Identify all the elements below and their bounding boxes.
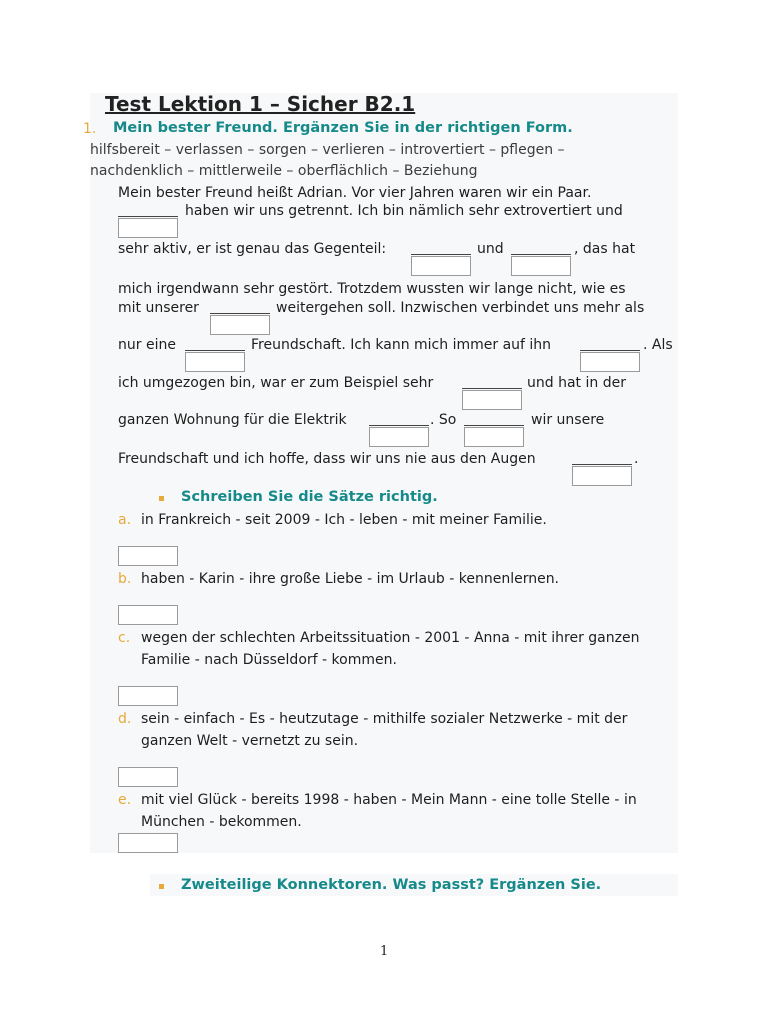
item-text-continued: ganzen Welt - vernetzt zu sein. [141, 733, 359, 749]
bullet-icon [159, 884, 164, 889]
section1-number: 1. [83, 121, 97, 137]
text-fragment: und [477, 241, 504, 257]
answer-input-b[interactable] [118, 605, 178, 625]
gap-underline [210, 313, 270, 314]
text-line: nur eine [118, 337, 176, 353]
item-text: wegen der schlechten Arbeitssituation - 2001 - Anna - mit ihrer ganzen [141, 630, 640, 646]
item-letter: d. [118, 711, 132, 727]
bullet-icon [159, 496, 164, 501]
item-text: in Frankreich - seit 2009 - Ich - leben - mit meiner Familie. [141, 512, 547, 528]
gap-input-5[interactable] [185, 352, 245, 372]
gap-input-2[interactable] [411, 256, 471, 276]
wordbank-line-2: nachdenklich – mittlerweile – oberflächlich – Beziehung [90, 163, 478, 179]
item-text: haben - Karin - ihre große Liebe - im Urlaub - kennenlernen. [141, 571, 560, 587]
answer-input-d[interactable] [118, 767, 178, 787]
text-line: mit unserer [118, 300, 199, 316]
text-line: Mein bester Freund heißt Adrian. Vor vier Jahren waren wir ein Paar. [118, 185, 592, 201]
gap-underline [511, 254, 571, 255]
page-title: Test Lektion 1 – Sicher B2.1 [105, 92, 416, 116]
gap-input-3[interactable] [511, 256, 571, 276]
text-line: mich irgendwann sehr gestört. Trotzdem wussten wir lange nicht, wie es [118, 281, 626, 297]
gap-underline [464, 425, 524, 426]
gap-input-8[interactable] [369, 427, 429, 447]
page-number: 1 [380, 944, 389, 959]
item-letter: c. [118, 630, 131, 646]
gap-underline [118, 216, 178, 217]
section2-heading: Schreiben Sie die Sätze richtig. [181, 489, 438, 505]
item-letter: a. [118, 512, 132, 528]
section1-heading: Mein bester Freund. Ergänzen Sie in der richtigen Form. [113, 120, 573, 136]
gap-input-6[interactable] [580, 352, 640, 372]
section3-heading: Zweiteilige Konnektoren. Was passt? Ergänzen Sie. [181, 877, 602, 893]
text-fragment: . [634, 451, 639, 467]
text-line: ich umgezogen bin, war er zum Beispiel sehr [118, 375, 434, 391]
text-fragment: wir unsere [531, 412, 605, 428]
text-line: ganzen Wohnung für die Elektrik [118, 412, 347, 428]
gap-underline [411, 254, 471, 255]
gap-input-1[interactable] [118, 218, 178, 238]
text-fragment: , das hat [574, 241, 636, 257]
gap-input-10[interactable] [572, 466, 632, 486]
text-fragment: weitergehen soll. Inzwischen verbindet uns mehr als [276, 300, 645, 316]
item-text-continued: Familie - nach Düsseldorf - kommen. [141, 652, 397, 668]
gap-underline [580, 350, 640, 351]
gap-input-9[interactable] [464, 427, 524, 447]
answer-input-e[interactable] [118, 833, 178, 853]
item-text-continued: München - bekommen. [141, 814, 302, 830]
gap-input-7[interactable] [462, 390, 522, 410]
answer-input-a[interactable] [118, 546, 178, 566]
item-letter: e. [118, 792, 132, 808]
item-text: sein - einfach - Es - heutzutage - mithilfe sozialer Netzwerke - mit der [141, 711, 628, 727]
text-line: sehr aktiv, er ist genau das Gegenteil: [118, 241, 387, 257]
gap-underline [369, 425, 429, 426]
text-fragment: und hat in der [527, 375, 626, 391]
wordbank-line-1: hilfsbereit – verlassen – sorgen – verlieren – introvertiert – pflegen – [90, 142, 565, 158]
item-text: mit viel Glück - bereits 1998 - haben - Mein Mann - eine tolle Stelle - in [141, 792, 637, 808]
answer-input-c[interactable] [118, 686, 178, 706]
text-fragment: Freundschaft. Ich kann mich immer auf ihn [251, 337, 552, 353]
gap-underline [462, 388, 522, 389]
item-letter: b. [118, 571, 132, 587]
text-line: Freundschaft und ich hoffe, dass wir uns nie aus den Augen [118, 451, 536, 467]
text-line: haben wir uns getrennt. Ich bin nämlich sehr extrovertiert und [185, 203, 623, 219]
gap-underline [185, 350, 245, 351]
gap-input-4[interactable] [210, 315, 270, 335]
text-fragment: . Als [643, 337, 673, 353]
gap-underline [572, 464, 632, 465]
text-fragment: . So [430, 412, 457, 428]
